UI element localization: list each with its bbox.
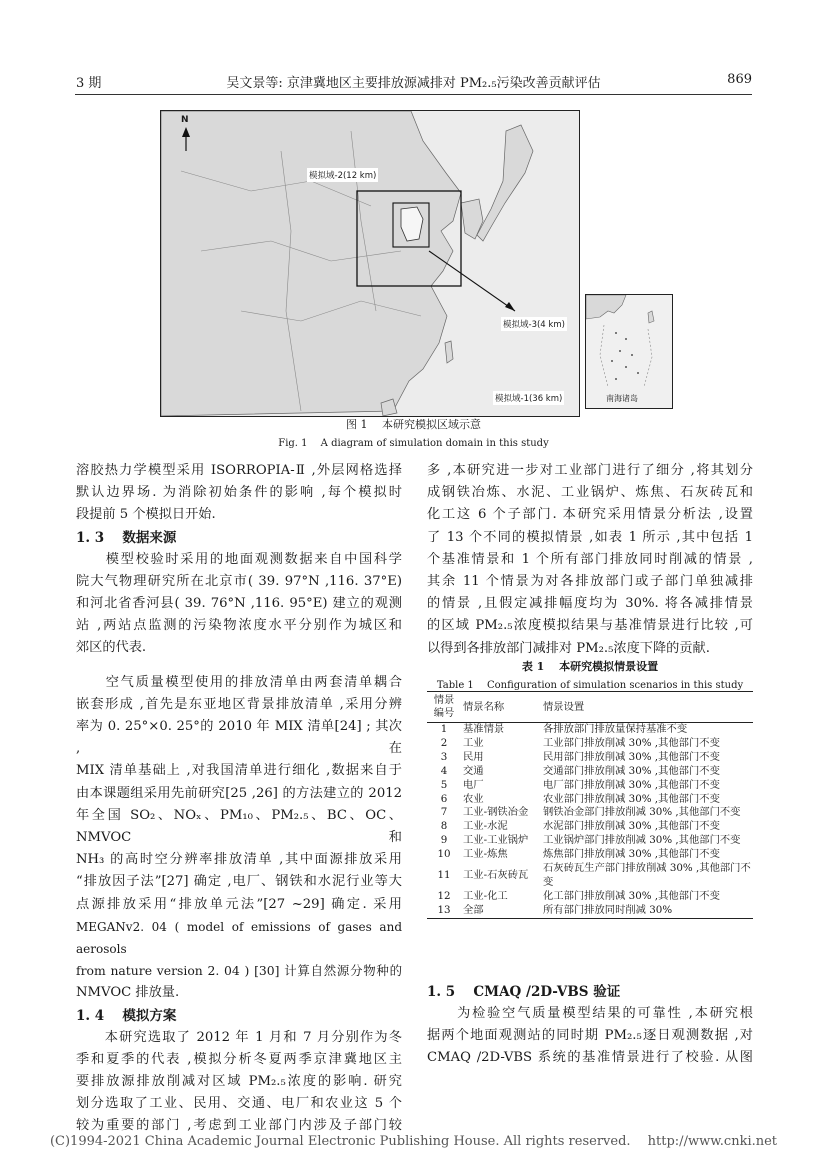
copyright-footer: (C)1994-2021 China Academic Journal Electronic Publishing House. All rights reserved. http://www.cnki.net bbox=[49, 1134, 778, 1149]
scenario-name-cell: 全部 bbox=[461, 904, 541, 918]
text-line: 了 13 个不同的模拟情景 ,如表 1 所示 ,其中包括 1 bbox=[427, 529, 753, 545]
scenario-name-cell: 交通 bbox=[463, 764, 484, 777]
table-row bbox=[427, 806, 753, 820]
section-heading-1-3: 1. 3 数据来源 bbox=[76, 529, 177, 546]
scenario-name-cell: 电厂 bbox=[463, 778, 484, 791]
table-row bbox=[427, 862, 753, 890]
text-line: 由本课题组采用先前研究[25 ,26] 的方法建立的 2012 bbox=[76, 785, 402, 801]
table-row bbox=[427, 904, 753, 918]
table-row bbox=[427, 793, 753, 807]
domain-3-label: 模拟域-3(4 km) bbox=[501, 317, 567, 331]
scenario-setting-cell: 农业部门排放削减 30% ,其他部门不变 bbox=[543, 792, 720, 805]
text-line: 和河北省香河县( 39. 76°N ,116. 95°E) 建立的观测 bbox=[76, 596, 402, 612]
scenario-name-cell: 工业 bbox=[463, 736, 484, 749]
scenario-name-cell: 工业-炼焦 bbox=[463, 848, 508, 861]
table-row bbox=[427, 737, 753, 751]
running-title: 吴文景等: 京津冀地区主要排放源减排对 PM₂.₅污染改善贡献评估 bbox=[226, 76, 601, 91]
scenario-name-cell: 工业-石灰砖瓦 bbox=[463, 869, 529, 882]
table-row bbox=[427, 723, 753, 737]
scenario-setting-cell: 所有部门排放同时削减 30% bbox=[541, 904, 753, 918]
text-line: 年全国 SO₂、NOₓ、PM₁₀、PM₂.₅、BC、OC、NMVOC 和 bbox=[76, 807, 402, 846]
table-row bbox=[427, 848, 753, 862]
table-row bbox=[427, 820, 753, 834]
scenario-name-cell: 农业 bbox=[463, 792, 484, 805]
text-line: 较为重要的部门 ,考虑到工业部门内涉及子部门较 bbox=[76, 1118, 402, 1134]
scenario-setting-cell: 炼焦部门排放削减 30% ,其他部门不变 bbox=[543, 848, 720, 861]
scenario-id-cell: 2 bbox=[440, 736, 448, 749]
text-line: 为检验空气质量模型结果的可靠性 ,本研究根 bbox=[427, 1006, 753, 1021]
text-line: 成钢铁冶炼、水泥、工业锅炉、炼焦、石灰砖瓦和 bbox=[427, 485, 753, 501]
table-row bbox=[427, 890, 753, 904]
inset-label: 南海诸岛 bbox=[606, 394, 638, 403]
text-line: 划分选取了工业、民用、交通、电厂和农业这 5 个 bbox=[76, 1096, 402, 1112]
scenario-setting-cell: 各排放部门排放量保持基准不变 bbox=[543, 723, 688, 735]
text-line: 段提前 5 个模拟日开始. bbox=[76, 507, 216, 523]
domain-1-label: 模拟域-1(36 km) bbox=[493, 391, 564, 405]
scenario-id-cell: 4 bbox=[440, 764, 448, 777]
scenario-name-cell: 民用 bbox=[463, 750, 484, 763]
text-line: 默认边界场. 为消除初始条件的影响 ,每个模拟时 bbox=[76, 485, 402, 501]
text-line: MEGANv2. 04 ( model of emissions of gases and aerosols bbox=[76, 919, 402, 957]
text-line: 站 ,两站点监测的污染物浓度水平分别作为城区和 bbox=[76, 618, 402, 634]
scenario-table bbox=[427, 691, 753, 919]
text-line: 的区域 PM₂.₅浓度模拟结果与基准情景进行比较 ,可 bbox=[427, 618, 753, 634]
text-line: “排放因子法”[27] 确定 ,电厂、钢铁和水泥行业等大 bbox=[76, 874, 402, 890]
scenario-setting-cell: 工业部门排放削减 30% ,其他部门不变 bbox=[543, 736, 720, 749]
section-heading-1-4: 1. 4 模拟方案 bbox=[76, 1007, 177, 1024]
text-line: 化工这 6 个子部门. 本研究采用情景分析法 ,设置 bbox=[427, 507, 753, 523]
scenario-id-cell: 7 bbox=[440, 806, 448, 819]
text-line: 以得到各排放部门减排对 PM₂.₅浓度下降的贡献. bbox=[427, 640, 710, 656]
header-scenario-id: 情景编号 bbox=[427, 692, 461, 723]
text-line: 季和夏季的代表 ,模拟分析冬夏两季京津冀地区主 bbox=[76, 1051, 402, 1067]
scenario-id-cell: 6 bbox=[440, 792, 448, 805]
scenario-setting-cell: 钢铁冶金部门排放削减 30% ,其他部门不变 bbox=[543, 806, 741, 819]
scenario-setting-cell: 交通部门排放削减 30% ,其他部门不变 bbox=[543, 764, 720, 777]
text-line: 其余 11 个情景为对各排放部门或子部门单独减排 bbox=[427, 574, 753, 590]
text-line: 据两个地面观测站的同时期 PM₂.₅逐日观测数据 ,对 bbox=[427, 1028, 753, 1044]
section-heading-1-5: 1. 5 CMAQ /2D-VBS 验证 bbox=[427, 984, 621, 1000]
header-scenario-setting: 情景设置 bbox=[541, 692, 753, 723]
text-line: 要排放源排放削减对区域 PM₂.₅浓度的影响. 研究 bbox=[76, 1074, 402, 1090]
text-line: 的情景 ,且假定减排幅度均为 30%. 将各减排情景 bbox=[427, 596, 753, 612]
scenario-setting-cell: 石灰砖瓦生产部门排放削减 30% ,其他部门不变 bbox=[543, 862, 751, 888]
text-line: 模型校验时采用的地面观测数据来自中国科学 bbox=[76, 551, 402, 567]
south-china-sea-inset bbox=[585, 294, 673, 409]
table-header-row bbox=[427, 692, 753, 723]
north-label: N bbox=[181, 115, 189, 125]
scenario-setting-cell: 化工部门排放削减 30% ,其他部门不变 bbox=[543, 889, 720, 902]
scenario-name-cell: 工业-钢铁冶金 bbox=[463, 806, 529, 819]
scenario-setting-cell: 民用部门排放削减 30% ,其他部门不变 bbox=[543, 750, 720, 763]
scenario-name-cell: 工业-工业锅炉 bbox=[463, 834, 529, 847]
scenario-id-cell: 10 bbox=[437, 848, 451, 861]
scenario-id-cell: 5 bbox=[440, 778, 448, 791]
text-line: NH₃ 的高时空分辨率排放清单 ,其中面源排放采用 bbox=[76, 852, 402, 868]
page-number: 869 bbox=[727, 72, 752, 87]
scenario-id-cell: 11 bbox=[437, 869, 451, 882]
scenario-name-cell: 工业-水泥 bbox=[463, 820, 508, 833]
text-line: 嵌套形成 ,首先是东亚地区背景排放清单 ,采用分辨 bbox=[76, 696, 402, 712]
map-graphic bbox=[161, 111, 579, 416]
scenario-setting-cell: 工业锅炉部门排放削减 30% ,其他部门不变 bbox=[543, 834, 741, 847]
scenario-name-cell: 基准情景 bbox=[463, 723, 505, 735]
table-caption-cn: 表 1 本研究模拟情景设置 bbox=[521, 660, 659, 673]
text-line: MIX 清单基础上 ,对我国清单进行细化 ,数据来自于 bbox=[76, 763, 402, 779]
right-column-lower bbox=[427, 981, 753, 1070]
text-line: NMVOC 排放量. bbox=[76, 985, 180, 1001]
text-line: 多 ,本研究进一步对工业部门进行了细分 ,将其划分 bbox=[427, 463, 753, 478]
table-row bbox=[427, 834, 753, 848]
inset-graphic bbox=[586, 295, 672, 408]
scenario-id-cell: 8 bbox=[440, 820, 448, 833]
scenario-id-cell: 1 bbox=[440, 723, 448, 735]
scenario-setting-cell: 水泥部门排放削减 30% ,其他部门不变 bbox=[543, 820, 720, 833]
text-line: 溶胶热力学模型采用 ISORROPIA-Ⅱ ,外层网格选择 bbox=[76, 463, 402, 478]
left-column bbox=[76, 460, 402, 1138]
scenario-id-cell: 9 bbox=[440, 834, 448, 847]
text-line: 院大气物理研究所在北京市( 39. 97°N ,116. 37°E) bbox=[76, 573, 402, 589]
figure-caption-cn: 图 1 本研究模拟区域示意 bbox=[346, 418, 481, 431]
scenario-name-cell: 工业-化工 bbox=[463, 889, 508, 902]
text-line: 郊区的代表. bbox=[76, 640, 147, 656]
issue-number: 3 期 bbox=[76, 76, 102, 91]
text-line: 率为 0. 25°×0. 25°的 2010 年 MIX 清单[24] ; 其次 ,在 bbox=[76, 719, 402, 757]
text-line: 本研究选取了 2012 年 1 月和 7 月分别作为冬 bbox=[76, 1029, 402, 1045]
figure-caption-en: Fig. 1 A diagram of simulation domain in this study bbox=[278, 438, 549, 449]
header-scenario-name: 情景名称 bbox=[461, 692, 541, 723]
text-line: from nature version 2. 04 ) [30] 计算自然源分物种的 bbox=[76, 963, 402, 979]
scenario-setting-cell: 电厂部门排放削减 30% ,其他部门不变 bbox=[543, 778, 720, 791]
simulation-domain-map bbox=[160, 110, 580, 417]
text-line: 空气质量模型使用的排放清单由两套清单耦合 bbox=[76, 674, 402, 690]
header-rule bbox=[75, 94, 752, 95]
text-line: CMAQ /2D-VBS 系统的基准情景进行了校验. 从图 bbox=[427, 1050, 753, 1066]
domain-2-label: 模拟域-2(12 km) bbox=[307, 168, 378, 182]
text-line: 个基准情景和 1 个所有部门排放同时削减的情景 , bbox=[427, 551, 753, 567]
table-row bbox=[427, 779, 753, 793]
text-line: 点源排放采用“排放单元法”[27 ~29] 确定. 采用 bbox=[76, 896, 402, 912]
table-row bbox=[427, 765, 753, 779]
scenario-id-cell: 13 bbox=[427, 904, 461, 918]
table-row bbox=[427, 751, 753, 765]
right-column bbox=[427, 460, 753, 660]
table-caption-en: Table 1 Configuration of simulation scenarios in this study bbox=[436, 680, 744, 691]
scenario-id-cell: 12 bbox=[437, 889, 451, 902]
scenario-id-cell: 3 bbox=[440, 750, 448, 763]
